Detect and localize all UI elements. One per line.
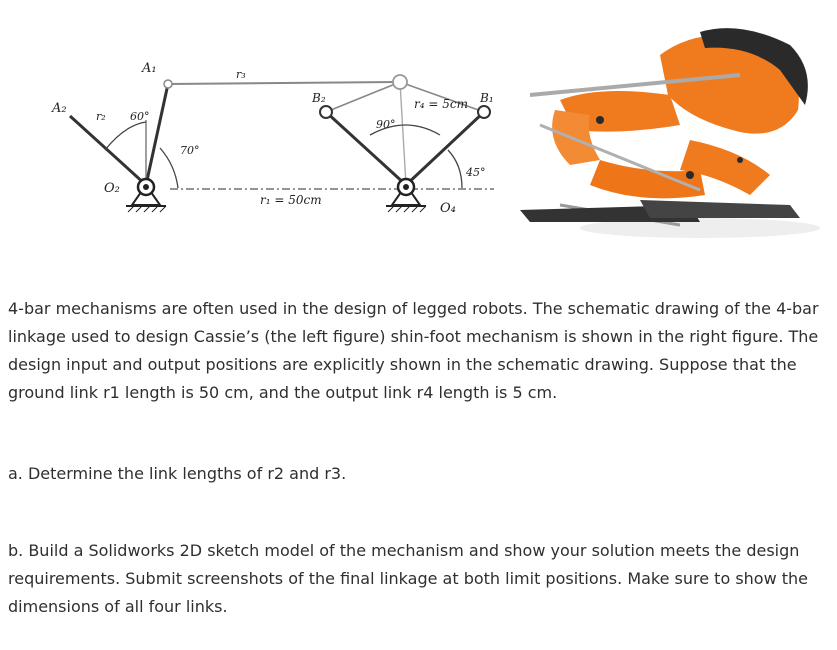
question-part-b: b. Build a Solidworks 2D sketch model of the mechanism and show your solution meets the design requirements. Submit screenshots of the final linkage at both limit positions. Make sure to show the dimensions of all four links.	[8, 541, 809, 616]
link-coupler-b2	[326, 82, 400, 112]
label-b1: B₁	[480, 91, 494, 105]
pivot-top-right	[393, 75, 407, 89]
ground-pivot-o2	[126, 179, 166, 212]
label-o4: O₄	[440, 201, 456, 216]
label-60: 60°	[130, 110, 150, 123]
label-45: 45°	[466, 166, 486, 179]
pivot-a1	[164, 80, 172, 88]
link-r3	[168, 82, 400, 84]
label-r3: r₃	[236, 68, 246, 81]
link-r2-position-a1	[146, 84, 168, 185]
label-a1: A₁	[142, 61, 157, 76]
ground-pivot-o4	[386, 179, 426, 212]
problem-intro-text: 4-bar mechanisms are often used in the design of legged robots. The schematic drawing of the 4-bar linkage used to design Cassie’s (the left figure) shin-foot mechanism is shown in the right figure. The design input and output positions are explicitly shown in the schematic drawing. Suppose that the ground link r1 length is 50 cm, and the output link r4 length is 5 cm.	[8, 299, 819, 402]
label-r1-eq: r₁ = 50cm	[260, 193, 322, 207]
arc-60	[105, 122, 146, 150]
label-b2: B₂	[312, 91, 326, 105]
vertical-ref-right	[400, 82, 406, 185]
arc-45	[448, 150, 462, 188]
label-70: 70°	[180, 144, 200, 157]
cassie-robot-illustration	[520, 28, 820, 238]
link-r2-position-a2	[70, 116, 146, 185]
label-o2: O₂	[104, 181, 120, 196]
label-90: 90°	[376, 118, 396, 131]
label-a2: A₂	[52, 101, 67, 116]
question-part-a: a. Determine the link lengths of r2 and r3.	[8, 464, 347, 483]
arc-70	[160, 148, 178, 188]
figure-panel	[0, 0, 837, 260]
label-r4-eq: r₄ = 5cm	[414, 97, 468, 111]
label-r2: r₂	[96, 110, 106, 123]
pivot-b1	[478, 106, 490, 118]
pivot-b2	[320, 106, 332, 118]
linkage-schematic	[0, 0, 837, 260]
